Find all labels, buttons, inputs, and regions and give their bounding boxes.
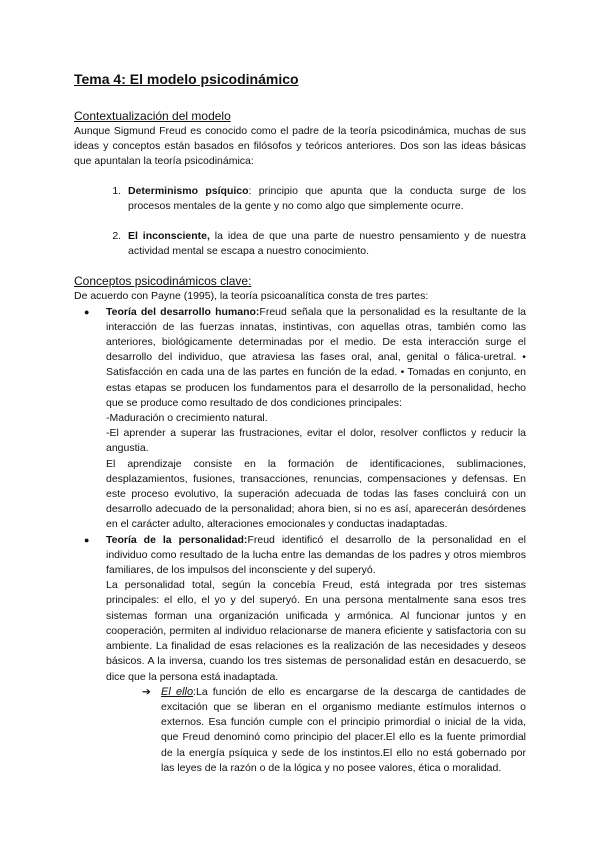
- item-text: la idea de que una parte de nuestro pensamiento y de nuestra actividad mental se escapa a nuestro conocimiento.: [128, 230, 526, 258]
- list-item: [84, 533, 526, 776]
- arrow-right-icon: ➔: [142, 685, 151, 698]
- list-item: [142, 685, 526, 776]
- subsystems-list: [106, 685, 526, 776]
- concepts-intro: De acuerdo con Payne (1995), la teoría psicoanalítica consta de tres partes:: [74, 290, 429, 303]
- term-determinismo: Determinismo psíquico: [128, 184, 249, 197]
- section-heading-concepts: Conceptos psicodinámicos clave:: [74, 274, 252, 289]
- paragraph-text: La personalidad total, según la concebía Freud, está integrada por tres sistemas principales: el ello, el yo y del superyó. En una persona mentalmente sana esos tres sistemas forman una organización unificada y armónica. Al funcionar juntos y en cooperación, permiten al individuo relacionarse de manera eficiente y satisfactoria con su ambiente. La finalidad de esas relaciones es la realización de las necesidades y deseos básicos. A la inversa, cuando los tres sistemas de personalidad están en desacuerdo, se dice que la persona está inadaptada.: [106, 579, 526, 683]
- list-item: [124, 184, 526, 214]
- basic-ideas-list: [74, 184, 526, 260]
- theory-parts-list: [74, 305, 526, 776]
- paragraph-text: :La función de ello es encargarse de la descarga de cantidades de excitación que se liberan en el organismo mediante estímulos internos o externos. Esa función cumple con el principio primordial o inicial de la vida, que Freud denominó como principio del placer.El ello es la fuente primordial de la energía psíquica y sede de los instintos.El ello no está gobernado por las leyes de la razón o de la lógica y no posee valores, ética o moralidad.: [161, 685, 526, 774]
- paragraph-line: -Maduración o crecimiento natural.: [106, 412, 268, 425]
- list-item: [84, 305, 527, 533]
- list-item: [124, 229, 526, 259]
- bullet-paragraph: [106, 305, 526, 411]
- context-intro: Aunque Sigmund Freud es conocido como el padre de la teoría psicodinámica, muchas de sus ideas y conceptos están basados en filósofos y teóricos anteriores. Dos son las ideas básicas que apuntalan la teoría psicodinámica:: [74, 125, 526, 168]
- paragraph-text: El aprendizaje consiste en la formación de identificaciones, sublimaciones, desplazamientos, fusiones, transacciones, renuncias, compensaciones y defensas. En este proceso evolutivo, la superación adecuada de todas las fases concluirá con un desarrollo adecuado de la personalidad; ahora bien, si no es así, aparecerán desórdenes en el carácter adulto, alteraciones emocionales y conductas inadaptadas.: [106, 457, 526, 531]
- section-heading-context: Contextualización del modelo: [74, 109, 231, 123]
- page-title: Tema 4: El modelo psicodinámico: [74, 71, 299, 87]
- item-text: : principio que apunta que la conducta surge de los procesos mentales de la gente y no como algo que simplemente ocurre.: [128, 184, 526, 212]
- paragraph-text: Freud identificó el desarrollo de la personalidad en el individuo como resultado de la lucha entre las demandas de los padres y otros miembros familiares, de los impulsos del inconsciente y del superyó.: [106, 533, 526, 577]
- term-desarrollo: Teoría del desarrollo humano:: [106, 305, 260, 318]
- term-inconsciente: El inconsciente,: [128, 230, 210, 243]
- bullet-icon: ●: [84, 306, 90, 317]
- term-personalidad: Teoría de la personalidad:: [106, 533, 248, 546]
- bullet-paragraph: [106, 533, 526, 579]
- term-ello: El ello: [161, 685, 194, 698]
- paragraph-line: -El aprender a superar las frustraciones, evitar el dolor, resolver conflictos y reducir la angustia.: [106, 427, 526, 455]
- paragraph-text: Freud señala que la personalidad es la resultante de la interacción de las fuerzas innatas, instintivas, con aquellas otras, también como las anteriores, biológicamente determinadas por el medio. De esta interacción surge el desarrollo del individuo, que atraviesa las fases oral, anal, genital o fálica-uretral. • Satisfacción en cada una de las partes en función de la edad. • Tomadas en conjunto, en estas etapas se producen los fundamentos para el desarrollo de la personalidad, hecho que se produce como resultado de dos condiciones principales:: [106, 305, 527, 409]
- bullet-icon: ●: [84, 534, 90, 545]
